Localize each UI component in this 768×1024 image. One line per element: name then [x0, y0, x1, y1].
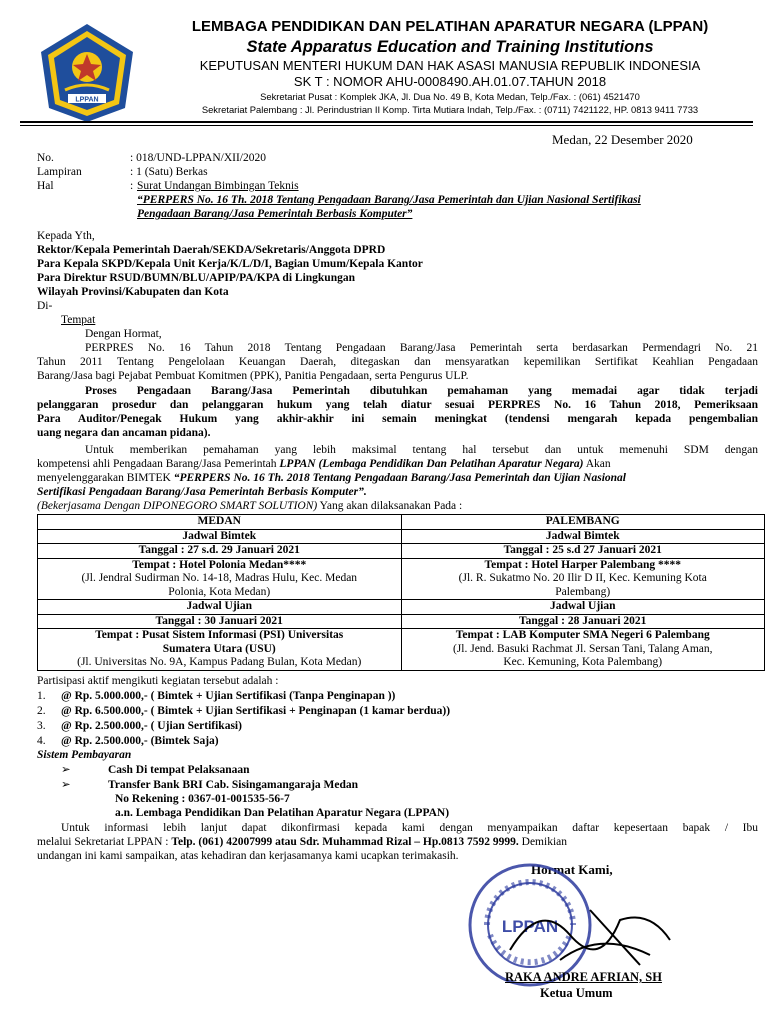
fee-num: 2.	[37, 705, 46, 717]
meta-value-lampiran: : 1 (Satu) Berkas	[130, 166, 208, 178]
org-name: LEMBAGA PENDIDIKAN DAN PELATIHAN APARATUR NEGARA (LPPAN)	[191, 18, 709, 35]
office-palembang: Sekretariat Palembang : Jl. Perindustrian II Komp. Tirta Mutiara Indah, Telp./Fax. : (0711) 7421122, HP. 0813 9411 7733	[201, 104, 699, 115]
p3-line-2c: Akan	[583, 458, 611, 470]
table-row	[38, 629, 765, 671]
p3-line-5	[37, 499, 462, 513]
palembang-hotel-cell	[401, 558, 765, 600]
fee-text: @ Rp. 2.500.000,- (Bimtek Saja)	[61, 735, 219, 747]
medan-exam-place-2: Sumatera Utara (USU)	[162, 642, 276, 655]
p3-line-5b: Yang akan dilaksanakan Pada :	[317, 500, 463, 512]
closing-line-1: Untuk informasi lebih lanjut dapat dikonfirmasi kepada kami dengan menyampaikan daftar kepesertaan bapak / Ibu	[61, 822, 758, 834]
bullet-icon: ➢	[61, 764, 71, 776]
signatory-name: RAKA ANDRE AFRIAN, SH	[505, 970, 662, 984]
table-row	[38, 600, 765, 615]
medan-exam-place-1: Tempat : Pusat Sistem Informasi (PSI) Universitas	[95, 629, 344, 641]
recipient-2: Para Kepala SKPD/Kepala Unit Kerja/K/L/D/I, Bagian Umum/Kepala Kantor	[37, 258, 423, 270]
logo-text: LPPAN	[75, 96, 99, 104]
p3-line-3b: “PERPERS No. 16 Th. 2018 Tentang Pengadaan Barang/Jasa Pemerintah dan Ujian Nasional	[173, 472, 626, 484]
recipient-3: Para Direktur RSUD/BUMN/BLU/APIP/PA/KPA di Lingkungan	[37, 272, 355, 284]
p3-line-4: Sertifikasi Pengadaan Barang/Jasa Pemerintah Berbasis Komputer”.	[37, 486, 367, 498]
palembang-exam-head: Jadwal Ujian	[401, 600, 765, 615]
list-item	[37, 689, 395, 703]
payment-cash: Cash Di tempat Pelaksanaan	[108, 764, 250, 776]
fee-text: @ Rp. 6.500.000,- ( Bimtek + Ujian Sertifikasi + Penginapan (1 kamar berdua))	[61, 705, 451, 717]
palembang-exam-addr-1: (Jl. Jend. Basuki Rachmat Jl. Sersan Tani, Talang Aman,	[452, 642, 713, 655]
p3-line-2a: kompetensi ahli Pengadaan Barang/Jasa Pemerintah	[37, 458, 280, 470]
header-rule	[20, 121, 753, 123]
stamp-text: LPPAN	[501, 917, 559, 936]
meta-label-lampiran: Lampiran	[37, 166, 82, 178]
recipient-1: Rektor/Kepala Pemerintah Daerah/SEKDA/Sekretaris/Anggota DPRD	[37, 244, 386, 256]
payment-account: No Rekening : 0367-01-001535-56-7	[115, 793, 290, 805]
p3-line-3a: menyelenggarakan BIMTEK	[37, 472, 174, 484]
closing-line-2a: melalui Sekretariat LPPAN :	[37, 836, 172, 848]
medan-hotel-addr-1: (Jl. Jendral Sudirman No. 14-18, Madras Hulu, Kec. Medan	[81, 572, 358, 584]
di-label: Di-	[37, 300, 53, 312]
fee-text: @ Rp. 2.500.000,- ( Ujian Sertifikasi)	[61, 720, 242, 732]
table-row	[38, 515, 765, 530]
fee-text: @ Rp. 5.000.000,- ( Bimtek + Ujian Sertifikasi (Tanpa Penginapan ))	[61, 690, 396, 702]
table-row	[38, 614, 765, 629]
palembang-bimtek-date: Tanggal : 25 s.d 27 Januari 2021	[401, 544, 765, 559]
subject-line-3: Pengadaan Barang/Jasa Pemerintah Berbasis Komputer”	[137, 208, 413, 220]
org-name-en: State Apparatus Education and Training Institutions	[246, 38, 654, 56]
palembang-hotel-addr-1: (Jl. R. Sukatmo No. 20 Ilir D II, Kec. Kemuning Kota	[458, 572, 707, 584]
subject: Surat Undangan Bimbingan Teknis	[137, 180, 299, 192]
p1-line-2: Tahun 2011 Tentang Pengelolaan Keuangan Daerah, ditegaskan dan mensyaratkan kepemilikan Sertifikat Keahlian Pengadaan	[37, 356, 758, 368]
palembang-city: PALEMBANG	[401, 515, 765, 530]
p1-line-3: Barang/Jasa bagi Pejabat Pembuat Komitmen (PPK), Panitia Pengadaan, serta Pengurus ULP.	[37, 370, 469, 382]
office-central: Sekretariat Pusat : Komplek JKA, Jl. Dua No. 49 B, Kota Medan, Telp./Fax. : (061) 4521470	[260, 91, 640, 102]
medan-exam-addr: (Jl. Universitas No. 9A, Kampus Padang Bulan, Kota Medan)	[77, 656, 362, 668]
schedule-table	[37, 514, 765, 671]
palembang-bimtek-head: Jadwal Bimtek	[401, 529, 765, 544]
medan-exam-cell	[38, 629, 402, 671]
fee-num: 3.	[37, 720, 46, 732]
fee-num: 1.	[37, 690, 46, 702]
greeting: Dengan Hormat,	[85, 328, 162, 340]
lppan-logo	[35, 20, 140, 125]
letter-date: Medan, 22 Desember 2020	[552, 132, 693, 147]
closing-line-3: undangan ini kami sampaikan, atas kehadiran dan kerjasamanya kami ucapkan terimakasih.	[37, 850, 459, 862]
fee-num: 4.	[37, 735, 46, 747]
p3-line-3	[37, 471, 626, 485]
p2-line-3: Para Auditor/Penegak Hukum yang akhir-akhir ini semain meningkat (tendensi mengarah kepada pengembalian	[37, 413, 758, 425]
list-item	[37, 704, 450, 718]
closing-line-2b: Telp. (061) 42007999 atau Sdr. Muhammad Rizal – Hp.0813 7592 9999.	[171, 836, 519, 848]
meta-value-hal: :	[130, 180, 134, 192]
decree-line: KEPUTUSAN MENTERI HUKUM DAN HAK ASASI MANUSIA REPUBLIK INDONESIA	[199, 58, 701, 73]
payment-transfer: Transfer Bank BRI Cab. Sisingamangaraja Medan	[108, 779, 359, 791]
p2-line-4: uang negara dan ancaman pidana).	[37, 427, 211, 439]
decree-number: SK T : NOMOR AHU-0008490.AH.01.07.TAHUN 2018	[293, 74, 607, 89]
palembang-exam-date: Tanggal : 28 Januari 2021	[401, 614, 765, 629]
payment-title: Sistem Pembayaran	[37, 749, 132, 761]
closing-line-2c: Demikian	[518, 836, 567, 848]
medan-exam-head: Jadwal Ujian	[38, 600, 402, 615]
header-rule-thin	[20, 125, 753, 126]
p2-line-1: Proses Pengadaan Barang/Jasa Pemerintah dibutuhkan pemahaman yang memadai agar tidak terjadi	[85, 385, 758, 397]
meta-label-no: No.	[37, 152, 54, 164]
medan-hotel-cell	[38, 558, 402, 600]
list-item	[37, 734, 219, 748]
table-row	[38, 529, 765, 544]
meta-value-no: : 018/UND-LPPAN/XII/2020	[130, 152, 266, 164]
list-item	[37, 719, 242, 733]
palembang-exam-cell	[401, 629, 765, 671]
bullet-icon: ➢	[61, 779, 71, 791]
medan-hotel: Tempat : Hotel Polonia Medan****	[132, 558, 307, 571]
medan-bimtek-date: Tanggal : 27 s.d. 29 Januari 2021	[38, 544, 402, 559]
medan-city: MEDAN	[38, 515, 402, 530]
p3-line-2	[37, 457, 611, 471]
regards: Hormat Kami,	[531, 862, 613, 877]
medan-bimtek-head: Jadwal Bimtek	[38, 529, 402, 544]
p2-line-2: pelanggaran prosedur dan pelanggaran hukum yang telah diatur sesuai PERPRES No. 16 Tahun 2018, Pemeriksaan	[37, 399, 758, 411]
tempat-label: Tempat	[61, 314, 96, 326]
medan-exam-date: Tanggal : 30 Januari 2021	[38, 614, 402, 629]
palembang-hotel-addr-2: Palembang)	[555, 585, 611, 598]
signature	[500, 880, 700, 980]
table-row	[38, 558, 765, 600]
p3-line-1: Untuk memberikan pemahaman yang lebih maksimal tentang hal tersebut dan untuk memenuhi SDM dengan	[85, 444, 758, 456]
closing-line-2	[37, 835, 567, 849]
p3-line-2b: LPPAN (Lembaga Pendidikan Dan Pelatihan Aparatur Negara)	[279, 458, 584, 470]
palembang-hotel: Tempat : Hotel Harper Palembang ****	[484, 558, 681, 571]
table-row	[38, 544, 765, 559]
palembang-exam-place-1: Tempat : LAB Komputer SMA Negeri 6 Palembang	[455, 629, 710, 641]
payment-account-name: a.n. Lembaga Pendidikan Dan Pelatihan Aparatur Negara (LPPAN)	[115, 807, 450, 819]
signatory-position: Ketua Umum	[540, 986, 613, 1000]
medan-hotel-addr-2: Polonia, Kota Medan)	[168, 585, 271, 598]
palembang-exam-addr-2: Kec. Kemuning, Kota Palembang)	[503, 656, 663, 668]
to-intro: Kepada Yth,	[37, 230, 95, 242]
p3-line-5a: (Bekerjasama Dengan DIPONEGORO SMART SOLUTION)	[37, 500, 318, 512]
meta-label-hal: Hal	[37, 180, 54, 192]
recipient-4: Wilayah Provinsi/Kabupaten dan Kota	[37, 286, 229, 298]
fees-intro: Partisipasi aktif mengikuti kegiatan tersebut adalah :	[37, 675, 279, 687]
p1-line-1: PERPRES No. 16 Tahun 2018 Tentang Pengadaan Barang/Jasa Pemerintah serta berdasarkan Permendagri No. 21	[85, 342, 758, 354]
subject-line-2: “PERPERS No. 16 Th. 2018 Tentang Pengadaan Barang/Jasa Pemerintah dan Ujian Nasional Sertifikasi	[137, 194, 641, 206]
